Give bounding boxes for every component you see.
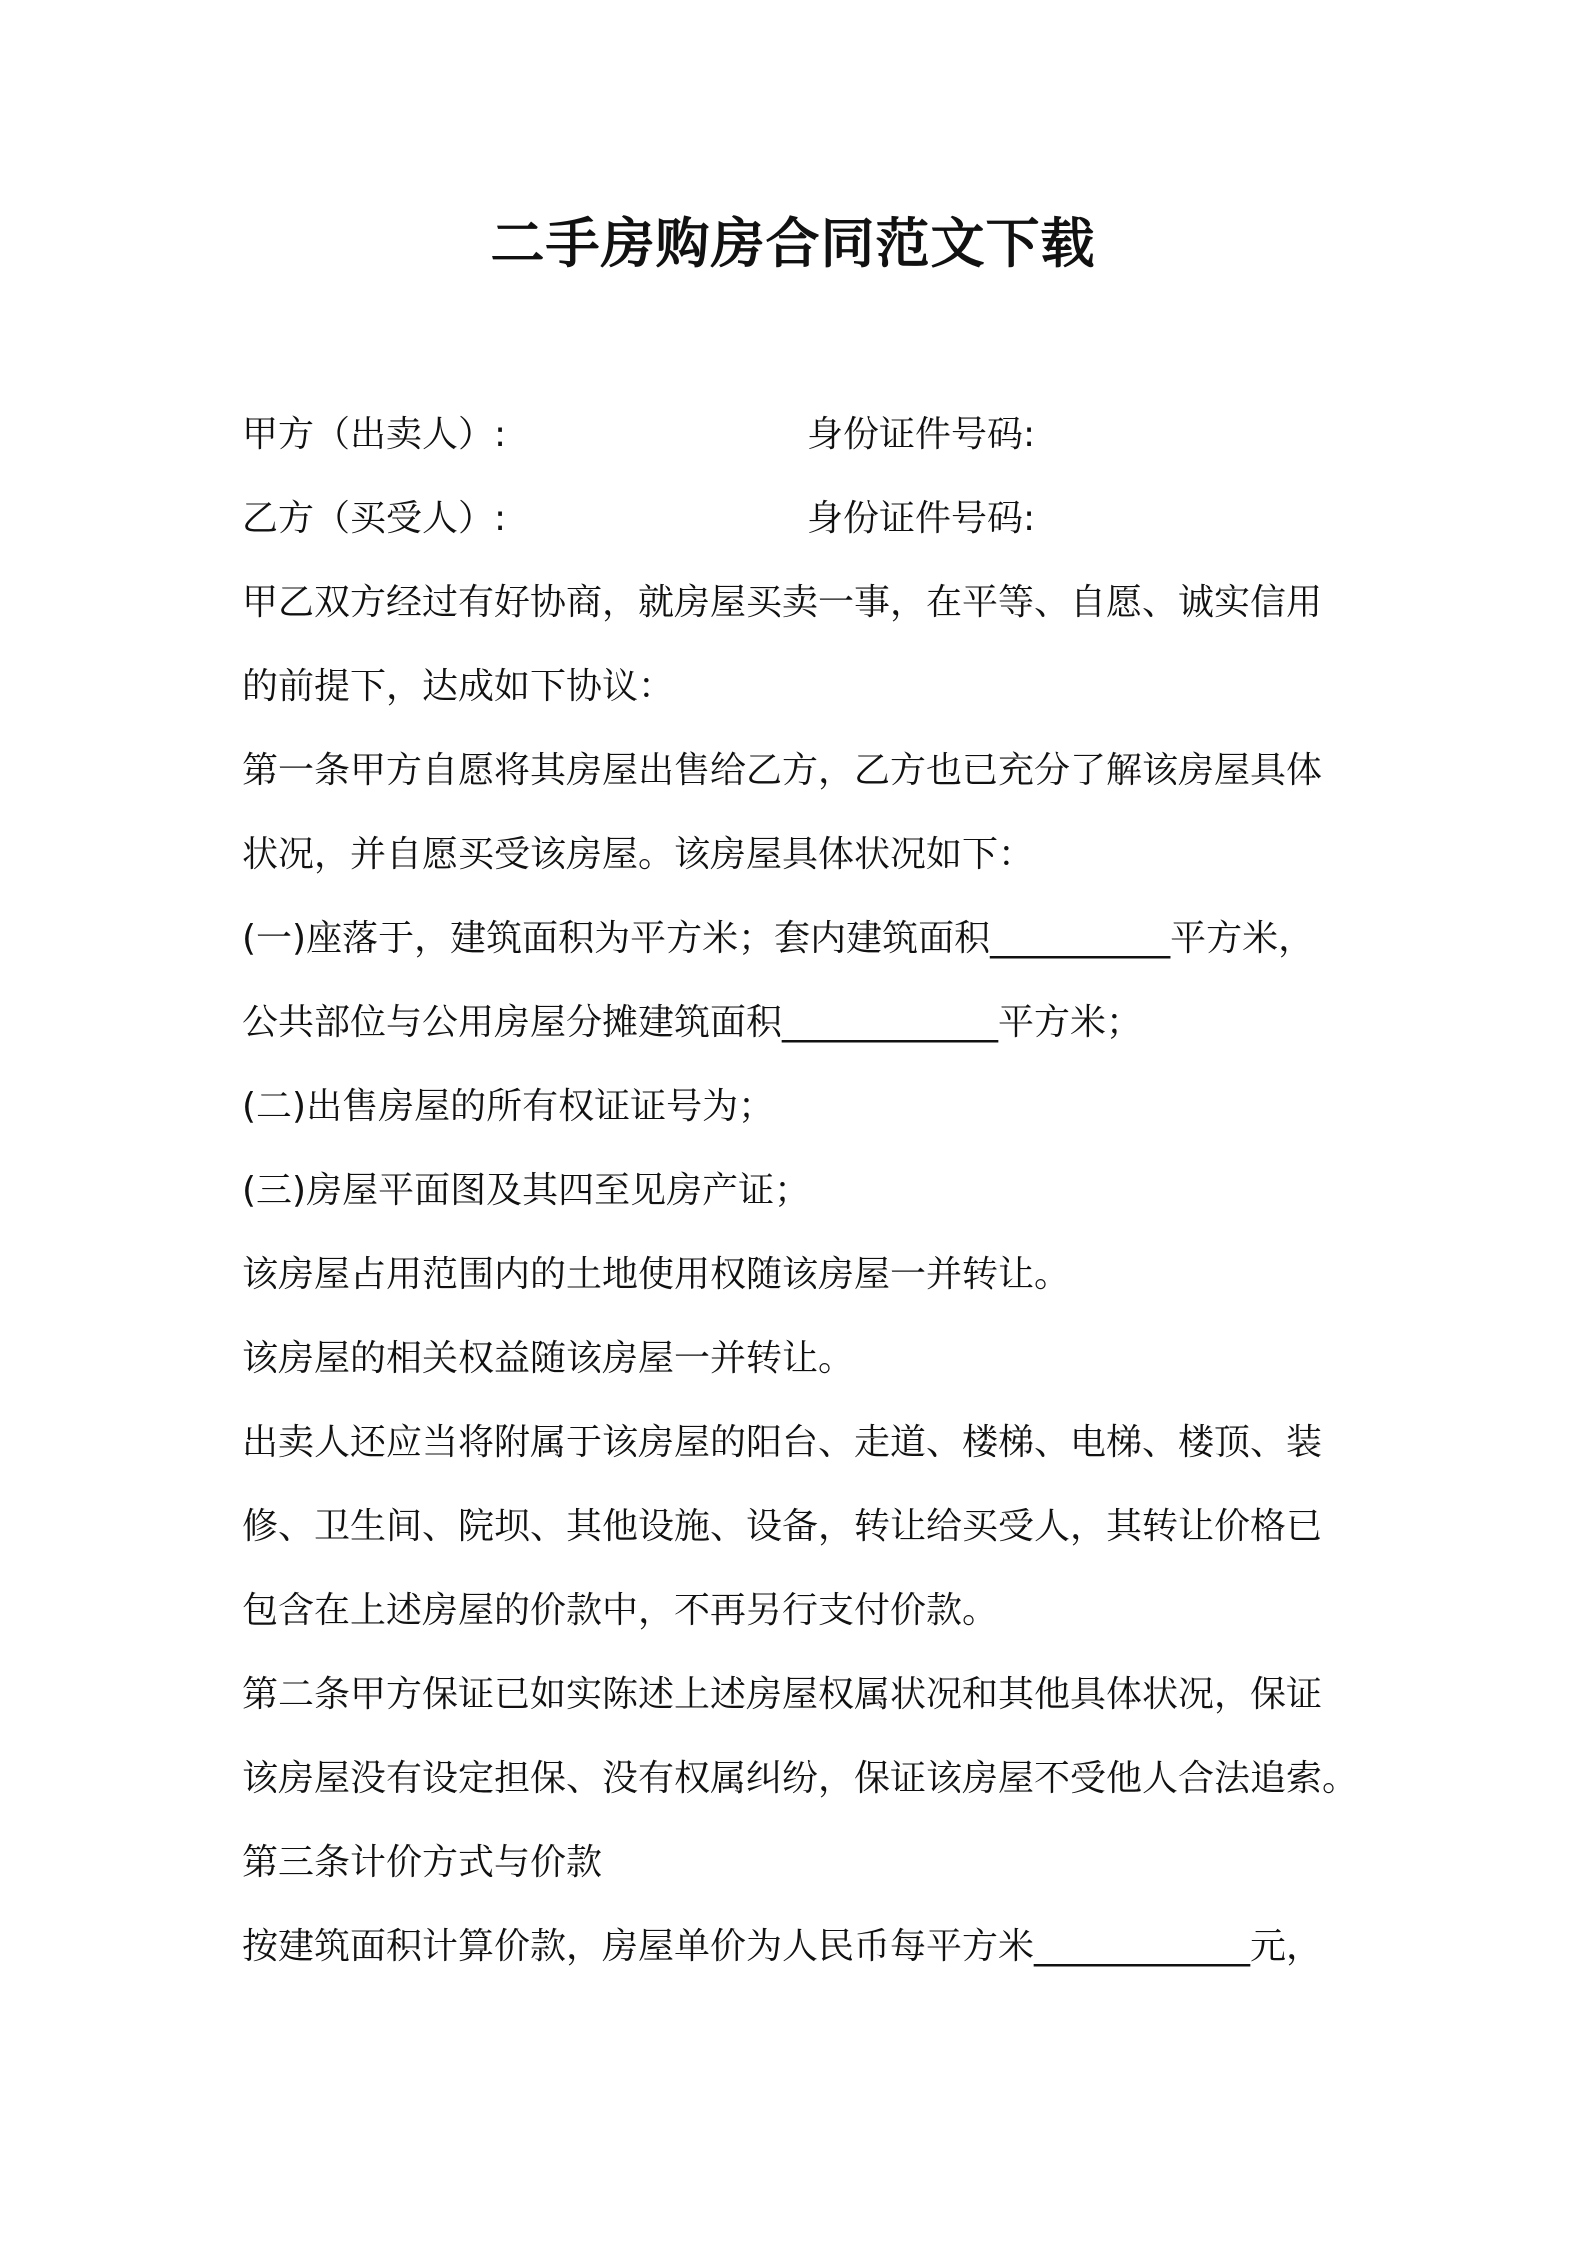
body-line-12: 修、卫生间、院坝、其他设施、设备，转让给买受人，其转让价格已 [242,1506,1323,1547]
party-b-id-label: 身份证件号码: [807,498,1036,539]
body-line-10: 该房屋的相关权益随该房屋一并转让。 [242,1338,855,1379]
body-line-7: (二)出售房屋的所有权证证号为； [242,1086,775,1127]
body-line-8: (三)房屋平面图及其四至见房产证； [242,1170,811,1211]
party-b-row [242,494,1362,544]
body-line-11: 出卖人还应当将附属于该房屋的阳台、走道、楼梯、电梯、楼顶、装 [242,1422,1323,1463]
body-line-16: 第三条计价方式与价款 [242,1842,603,1883]
party-a-label: 甲方（出卖人）: [242,414,507,455]
body-line-1: 甲乙双方经过有好协商，就房屋买卖一事，在平等、自愿、诚实信用 [242,582,1323,623]
party-a-id-label: 身份证件号码: [807,414,1036,455]
document-title: 二手房购房合同范文下载 [490,212,1096,275]
party-a-row [242,410,1362,460]
body-line-13: 包含在上述房屋的价款中，不再另行支付价款。 [242,1590,999,1631]
body-line-6: 公共部位与公用房屋分摊建筑面积____________平方米； [242,1002,1143,1043]
body-line-3: 第一条甲方自愿将其房屋出售给乙方，乙方也已充分了解该房屋具体 [242,750,1323,791]
body-line-5: (一)座落于，建筑面积为平方米；套内建筑面积__________平方米， [242,918,1315,959]
party-b-label: 乙方（买受人）: [242,498,507,539]
body-line-2: 的前提下，达成如下协议： [242,666,675,707]
body-line-14: 第二条甲方保证已如实陈述上述房屋权属状况和其他具体状况，保证 [242,1674,1323,1715]
body-line-15: 该房屋没有设定担保、没有权属纠纷，保证该房屋不受他人合法追索。 [242,1758,1359,1799]
body-line-17: 按建筑面积计算价款，房屋单价为人民币每平方米____________元， [242,1926,1323,1967]
body-line-9: 该房屋占用范围内的土地使用权随该房屋一并转让。 [242,1254,1071,1295]
body-line-4: 状况，并自愿买受该房屋。该房屋具体状况如下： [242,834,1035,875]
